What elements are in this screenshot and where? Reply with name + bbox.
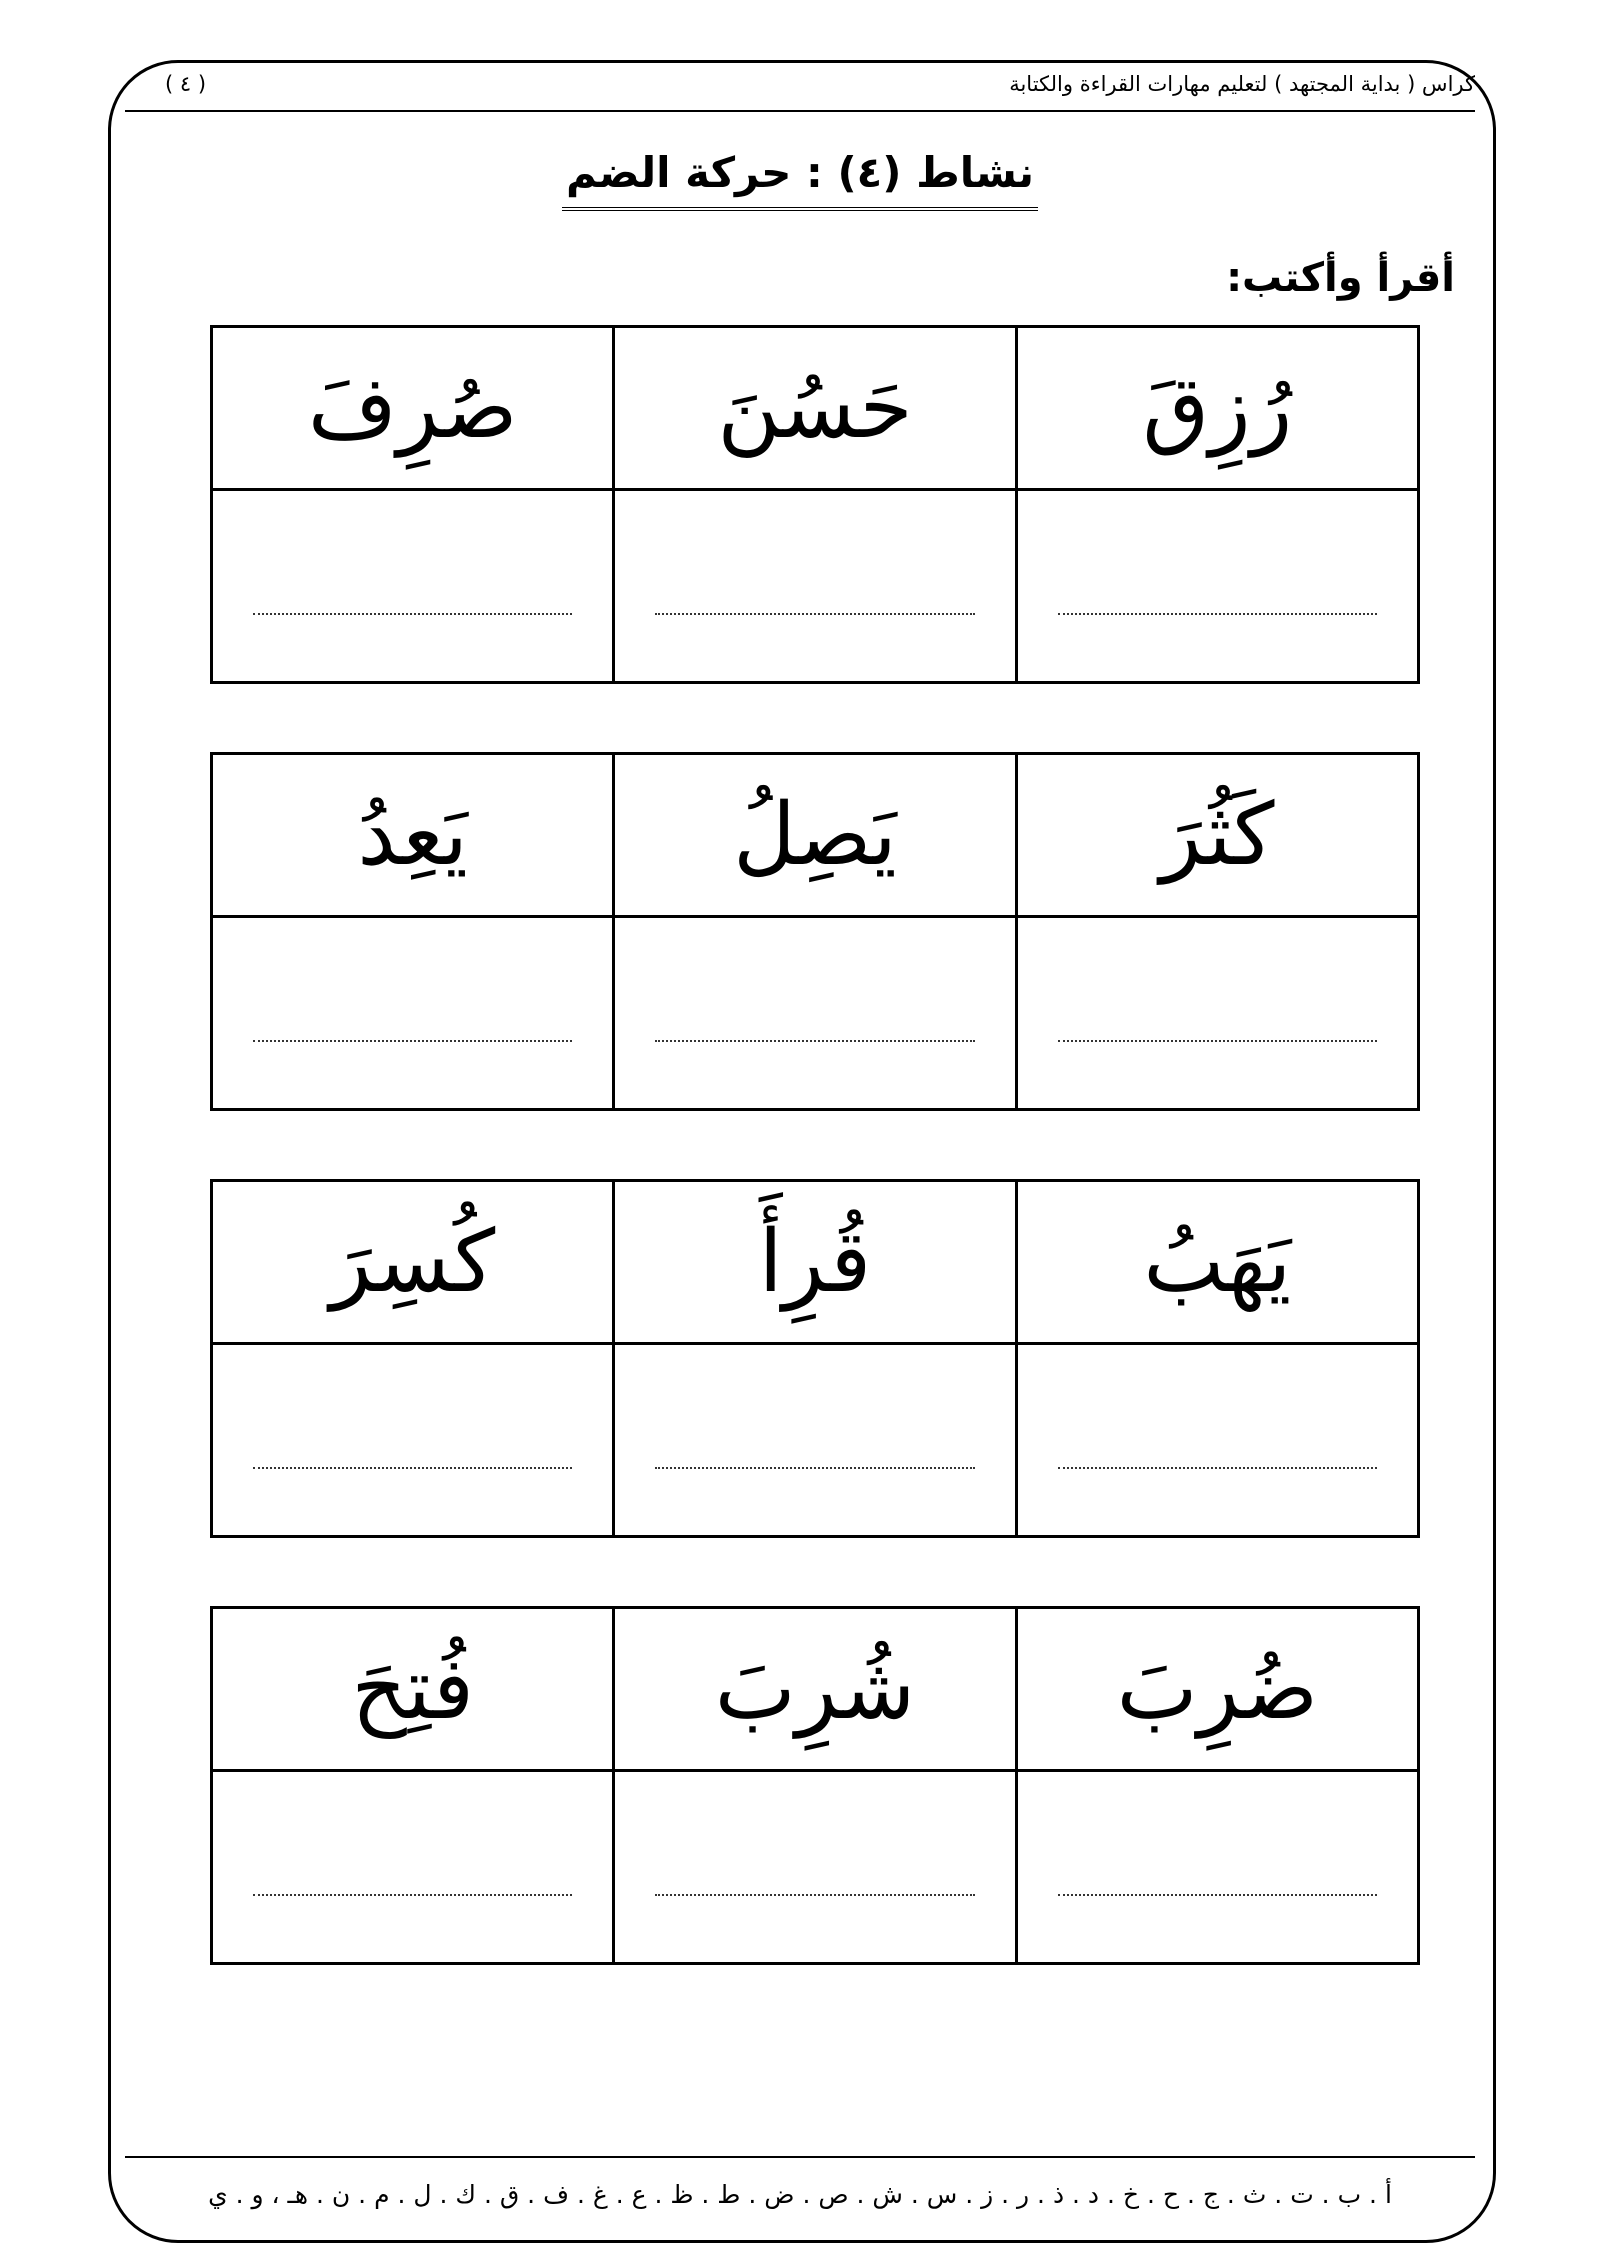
page-header [165, 68, 1485, 108]
writing-cell[interactable] [1016, 917, 1418, 1110]
dotted-line [655, 613, 974, 615]
instruction: أقرأ وأكتب: [1226, 255, 1455, 301]
word-cell: رُزِقَ [1016, 327, 1418, 490]
word-cell: شُرِبَ [614, 1608, 1016, 1771]
dotted-line [1058, 1467, 1377, 1469]
word-cell: ضُرِبَ [1016, 1608, 1418, 1771]
footer-divider [125, 2156, 1475, 2158]
word-cell: قُرِأَ [614, 1181, 1016, 1344]
dotted-line [253, 1467, 572, 1469]
word-cell: يَهَبُ [1016, 1181, 1418, 1344]
writing-cell[interactable] [212, 1771, 614, 1964]
dotted-line [655, 1467, 974, 1469]
writing-cell[interactable] [614, 1771, 1016, 1964]
word-row [212, 327, 1419, 490]
word-row [212, 754, 1419, 917]
dotted-line [253, 1040, 572, 1042]
writing-cell[interactable] [212, 1344, 614, 1537]
page-number: ( ٤ ) [165, 72, 207, 96]
writing-cell[interactable] [212, 917, 614, 1110]
word-cell: يَصِلُ [614, 754, 1016, 917]
word-table-3 [210, 1179, 1420, 1538]
word-table-2 [210, 752, 1420, 1111]
dotted-line [655, 1894, 974, 1896]
writing-cell[interactable] [1016, 490, 1418, 683]
writing-row [212, 1771, 1419, 1964]
book-title: كراس ( بداية المجتهد ) لتعليم مهارات القراءة والكتابة [1009, 72, 1475, 96]
alphabet-footer: أ . ب . ت . ث . ج . ح . خ . د . ذ . ر . ز . س . ش . ص . ض . ط . ظ . ع . غ . ف . ق . ك . ل . م . ن . هـ ، و . ي [208, 2180, 1392, 2209]
dotted-line [1058, 613, 1377, 615]
dotted-line [1058, 1040, 1377, 1042]
writing-cell[interactable] [614, 490, 1016, 683]
writing-cell[interactable] [614, 1344, 1016, 1537]
word-row [212, 1181, 1419, 1344]
dotted-line [1058, 1894, 1377, 1896]
writing-cell[interactable] [614, 917, 1016, 1110]
writing-cell[interactable] [212, 490, 614, 683]
writing-row [212, 490, 1419, 683]
activity-title: نشاط (٤) : حركة الضم [562, 148, 1038, 211]
word-row [212, 1608, 1419, 1771]
word-cell: كَثُرَ [1016, 754, 1418, 917]
word-cell: يَعِدُ [212, 754, 614, 917]
dotted-line [253, 613, 572, 615]
word-table-1 [210, 325, 1420, 684]
writing-row [212, 917, 1419, 1110]
word-cell: صُرِفَ [212, 327, 614, 490]
writing-row [212, 1344, 1419, 1537]
word-cell: كُسِرَ [212, 1181, 614, 1344]
word-cell: حَسُنَ [614, 327, 1016, 490]
word-cell: فُتِحَ [212, 1608, 614, 1771]
dotted-line [253, 1894, 572, 1896]
writing-cell[interactable] [1016, 1344, 1418, 1537]
writing-cell[interactable] [1016, 1771, 1418, 1964]
activity-title-wrap [0, 148, 1600, 211]
dotted-line [655, 1040, 974, 1042]
header-divider [125, 110, 1475, 112]
word-table-4 [210, 1606, 1420, 1965]
